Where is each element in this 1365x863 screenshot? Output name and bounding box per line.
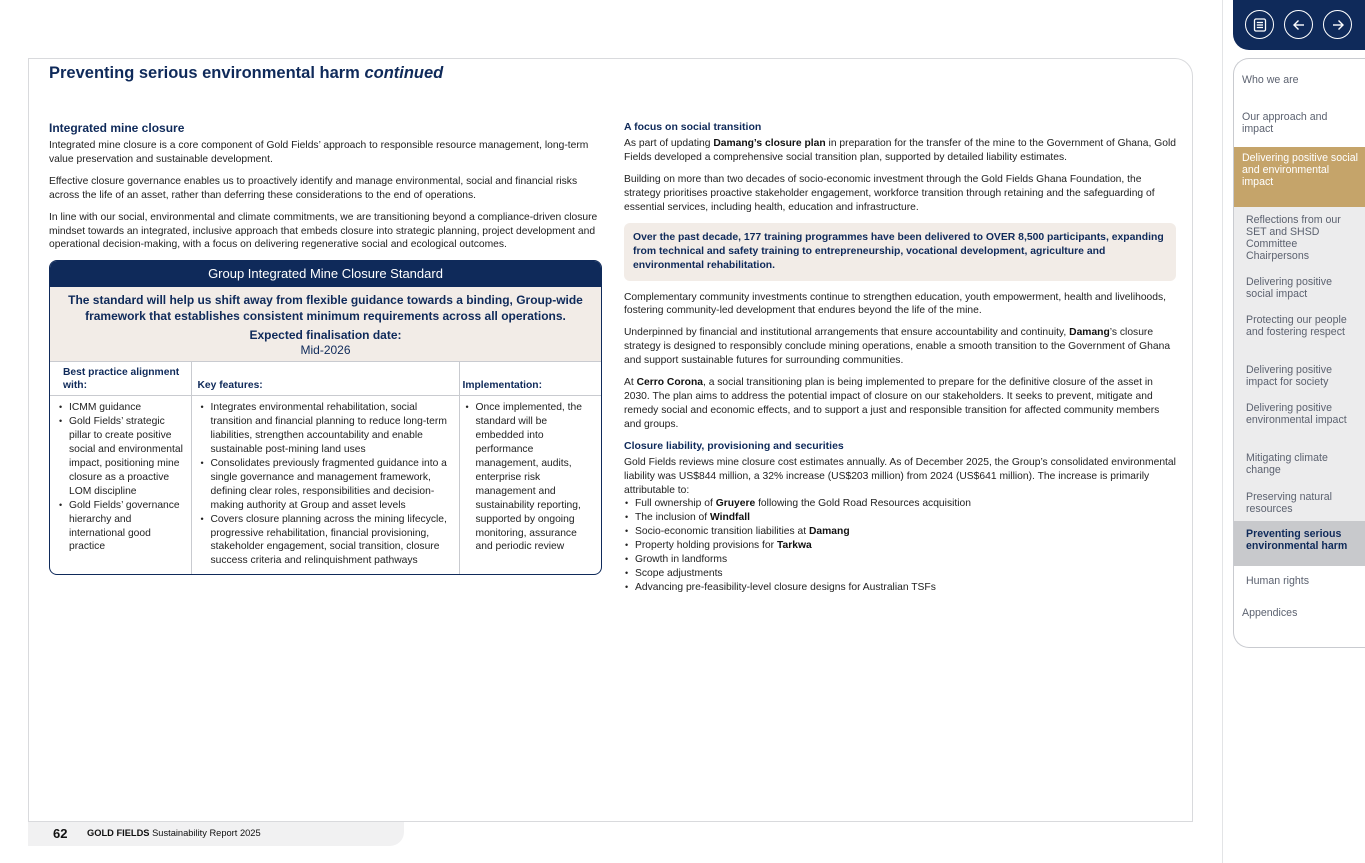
nav-item-human-rights[interactable]: Human rights	[1246, 575, 1309, 587]
social-paragraph-1: As part of updating Damang’s closure plan in preparation for the transfer of the mine to the Government of Ghana, Gold Fields developed a comprehensive social transition plan, supported by detailed liability estimates.	[624, 138, 1176, 163]
col-implementation-header: Implementation:	[459, 362, 601, 396]
nav-item-impact-society[interactable]: Delivering positive impact for society	[1246, 364, 1332, 388]
list-item: • Covers closure planning across the mining lifecycle, progressive rehabilitation, financial provisioning, stakeholder engagement, social transition, closure success criteria and relinquishment pathways	[198, 513, 453, 569]
right-column	[624, 121, 1176, 595]
list-item: • Advancing pre-feasibility-level closure designs for Australian TSFs	[624, 581, 1176, 595]
nav-item-appendices[interactable]: Appendices	[1242, 607, 1298, 619]
list-item: • Once implemented, the standard will be embedded into performance management, audits, enterprise risk management and sustainability reporting, supported by ongoing monitoring, assurance and periodic review	[463, 401, 596, 554]
standard-lead: The standard will help us shift away from flexible guidance towards a binding, Group-wide framework that establishes consistent minimum requirements across all operations.	[68, 293, 583, 323]
nav-divider-line	[1222, 0, 1223, 863]
finalisation-label: Expected finalisation date:	[249, 328, 402, 343]
nav-item-reflections[interactable]: Reflections from our SET and SHSD Committee Chairpersons	[1246, 214, 1341, 262]
list-item: • Consolidates previously fragmented guidance into a single governance and management framework, defining clear roles, responsibilities and decision-making authority at Group and asset levels	[198, 457, 453, 513]
back-arrow-icon[interactable]	[1284, 10, 1313, 39]
closure-paragraph-2: Effective closure governance enables us to proactively identify and manage environmental, social and financial risks across the life of an asset, rather than deferring these considerations to the end of operations.	[49, 175, 578, 201]
nav-item-environmental-impact[interactable]: Delivering positive environmental impact	[1246, 402, 1347, 426]
nav-item-who-we-are[interactable]: Who we are	[1242, 74, 1299, 86]
list-item: • Growth in landforms	[624, 553, 1176, 567]
forward-arrow-icon[interactable]	[1323, 10, 1352, 39]
training-callout: Over the past decade, 177 training programmes have been delivered to OVER 8,500 participants, expanding from technical and safety training to entrepreneurship, vocational development, agriculture and environmental rehabilitation.	[624, 223, 1176, 281]
liability-list	[624, 497, 1176, 594]
contents-icon[interactable]	[1245, 10, 1274, 39]
page-footer	[28, 822, 404, 846]
col-key-features-header: Key features:	[191, 362, 459, 396]
closure-standard-box	[49, 260, 602, 575]
list-item: • The inclusion of Windfall	[624, 511, 1176, 525]
closure-liability-heading: Closure liability, provisioning and securities	[624, 439, 844, 452]
social-transition-heading: A focus on social transition	[624, 121, 762, 133]
closure-paragraph-1: Integrated mine closure is a core component of Gold Fields’ approach to responsible resource management, long-term value preservation and sustainable development.	[49, 140, 589, 165]
implementation-cell	[459, 396, 601, 574]
list-item: • Gold Fields’ governance hierarchy and international good practice	[56, 499, 185, 555]
standard-intro	[50, 287, 601, 361]
best-practice-cell	[50, 396, 191, 574]
nav-item-positive-impact[interactable]: Delivering positive social and environmental impact	[1234, 147, 1365, 207]
nav-item-natural-resources[interactable]: Preserving natural resources	[1246, 491, 1332, 515]
nav-item-climate-change[interactable]: Mitigating climate change	[1246, 452, 1328, 476]
list-item: • Property holding provisions for Tarkwa	[624, 539, 1176, 553]
page-title: Preventing serious environmental harm continued	[49, 64, 444, 82]
standard-title: Group Integrated Mine Closure Standard	[50, 261, 601, 287]
liability-paragraph: Gold Fields reviews mine closure cost estimates annually. As of December 2025, the Group’s consolidated environmental liability was US$844 million, a 32% increase (US$203 million) from 2024 (US$641 million). The increase is primarily attributable to:	[624, 456, 1176, 496]
col-best-practice-header: Best practice alignment with:	[50, 362, 191, 396]
closure-paragraph-3: In line with our social, environmental and climate commitments, we are transitioning beyond a compliance-driven closure mindset towards an integrated, inclusive approach that embeds closure into strategic planning, project development and operational decision-making, with a focus on delivering regenerative social and ecological outcomes.	[49, 211, 598, 251]
finalisation-date: Mid-2026	[300, 343, 351, 358]
list-item: • Socio-economic transition liabilities at Damang	[624, 525, 1176, 539]
integrated-closure-heading: Integrated mine closure	[49, 121, 185, 135]
social-paragraph-4: Underpinned by financial and institutional arrangements that ensure accountability and continuity, Damang’s closure strategy is designed to responsibly conclude mining operations, enable a smooth transition to the Government of Ghana and support sustainable futures for surrounding communities.	[624, 327, 1171, 367]
section-nav	[1233, 58, 1365, 648]
list-item: • Scope adjustments	[624, 567, 1176, 581]
social-paragraph-3: Complementary community investments continue to strengthen education, youth empowerment, health and livelihoods, fostering community-led development that endures beyond the life of the mine.	[624, 291, 1167, 317]
nav-item-preventing-harm[interactable]: Preventing serious environmental harm	[1234, 521, 1365, 566]
page-number: 62	[53, 826, 68, 841]
nav-toolbar	[1233, 0, 1365, 50]
list-item: • Gold Fields’ strategic pillar to create positive social and environmental impact, positioning mine closure as a proactive LOM discipline	[56, 415, 185, 498]
nav-item-social-impact[interactable]: Delivering positive social impact	[1246, 276, 1332, 300]
social-paragraph-5: At Cerro Corona, a social transitioning plan is being implemented to prepare for the definitive closure of the asset in 2030. The plan aims to address the potential impact of closure on our stakeholders. It seeks to prevent, mitigate and remedy social and economic effects, and to support a just and responsible transition for affected community members and groups.	[624, 377, 1160, 430]
nav-item-protecting-people[interactable]: Protecting our people and fostering respect	[1246, 314, 1347, 338]
nav-item-approach[interactable]: Our approach and impact	[1242, 111, 1328, 135]
footer-brand: GOLD FIELDS Sustainability Report 2025	[87, 828, 261, 838]
social-paragraph-2: Building on more than two decades of socio-economic investment through the Gold Fields Ghana Foundation, the strategy prioritises proactive stakeholder engagement, workforce transition through retaining and the safeguarding of essential services, including health, education and infrastructure.	[624, 173, 1155, 213]
key-features-cell	[191, 396, 459, 574]
left-column	[49, 121, 602, 575]
list-item: • Integrates environmental rehabilitation, social transition and financial planning to reduce long-term liabilities, strengthen accountability and enable sustainable post-mining land uses	[198, 401, 453, 457]
standard-table	[50, 361, 601, 574]
list-item: • ICMM guidance	[56, 401, 185, 415]
list-item: • Full ownership of Gruyere following the Gold Road Resources acquisition	[624, 497, 1176, 511]
